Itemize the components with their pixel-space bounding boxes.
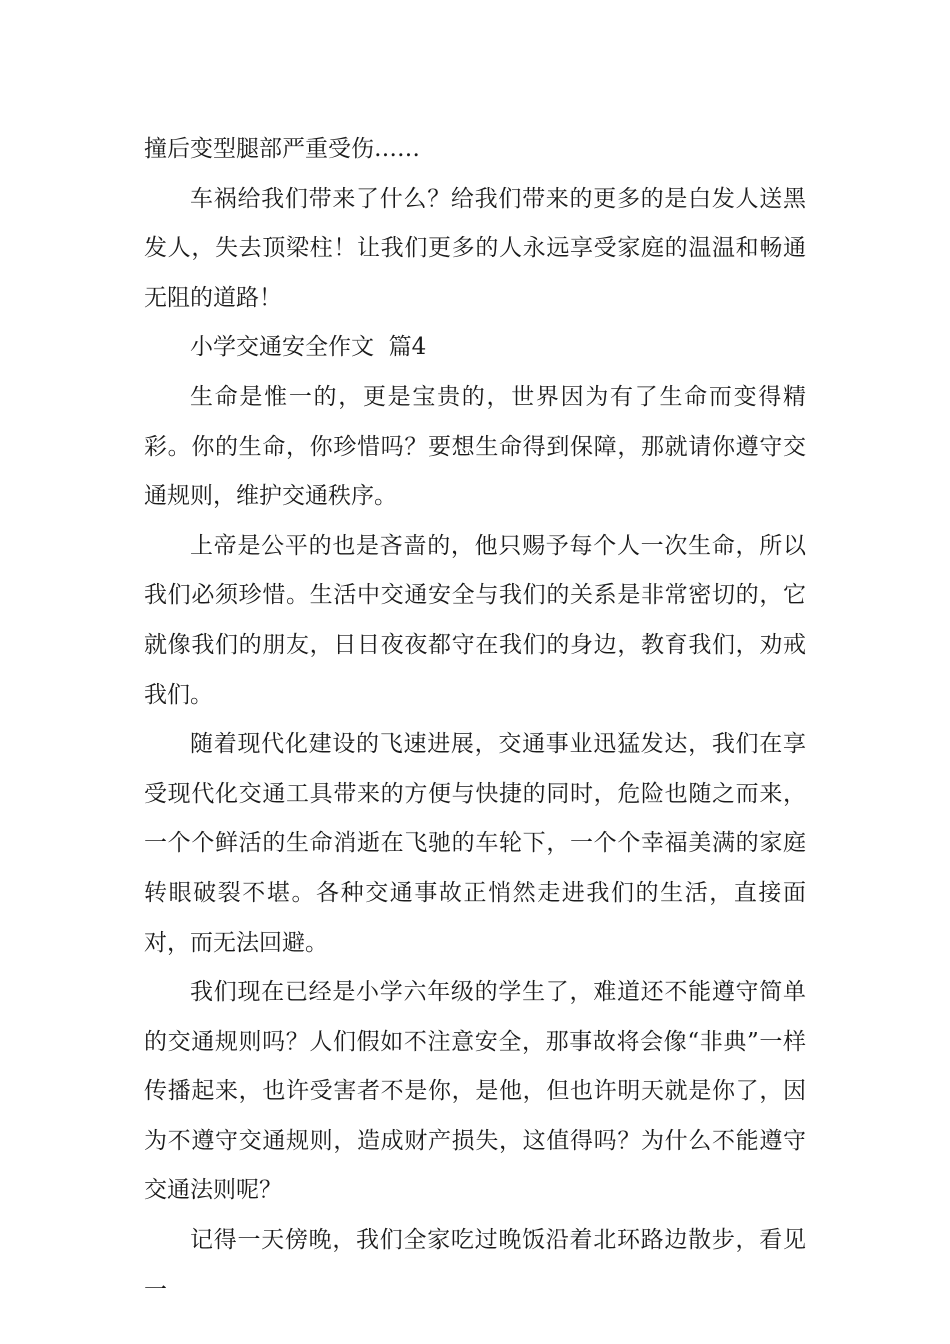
paragraph-1: 撞后变型腿部严重受伤…… — [144, 136, 420, 162]
paragraph-7: 记得一天傍晚，我们全家吃过晚饭沿着北环路边散步，看见一 — [144, 1227, 806, 1303]
paragraph-5: 随着现代化建设的飞速进展，交通事业迅猛发达，我们在享受现代化交通工具带来的方便与快捷的同时，危险也随之而来，一个个鲜活的生命消逝在飞驰的车轮下，一个个幸福美满的家庭转眼破裂不堪。各种交通事故正悄然走进我们的生活，直接面对，而无法回避。 — [144, 731, 806, 956]
paragraph-6: 我们现在已经是小学六年级的学生了，难道还不能遵守简单的交通规则吗？人们假如不注意安全，那事故将会像“非典”一样传播起来，也许受害者不是你，是他，但也许明天就是你了，因为不遵守交通规则，造成财产损失，这值得吗？为什么不能遵守交通法则呢？ — [144, 979, 806, 1204]
paragraph-3: 生命是惟一的，更是宝贵的，世界因为有了生命而变得精彩。你的生命，你珍惜吗？要想生命得到保障，那就请你遵守交通规则，维护交通秩序。 — [144, 383, 806, 510]
paragraph-2: 车祸给我们带来了什么？给我们带来的更多的是白发人送黑发人，失去顶梁柱！让我们更多的人永远享受家庭的温温和畅通无阻的道路！ — [144, 185, 806, 311]
section-heading: 小学交通安全作文 篇4 — [190, 334, 427, 361]
document-body — [144, 125, 806, 1315]
paragraph-4: 上帝是公平的也是吝啬的，他只赐予每个人一次生命，所以我们必须珍惜。生活中交通安全与我们的关系是非常密切的，它就像我们的朋友，日日夜夜都守在我们的身边，教育我们，劝戒我们。 — [144, 532, 806, 708]
